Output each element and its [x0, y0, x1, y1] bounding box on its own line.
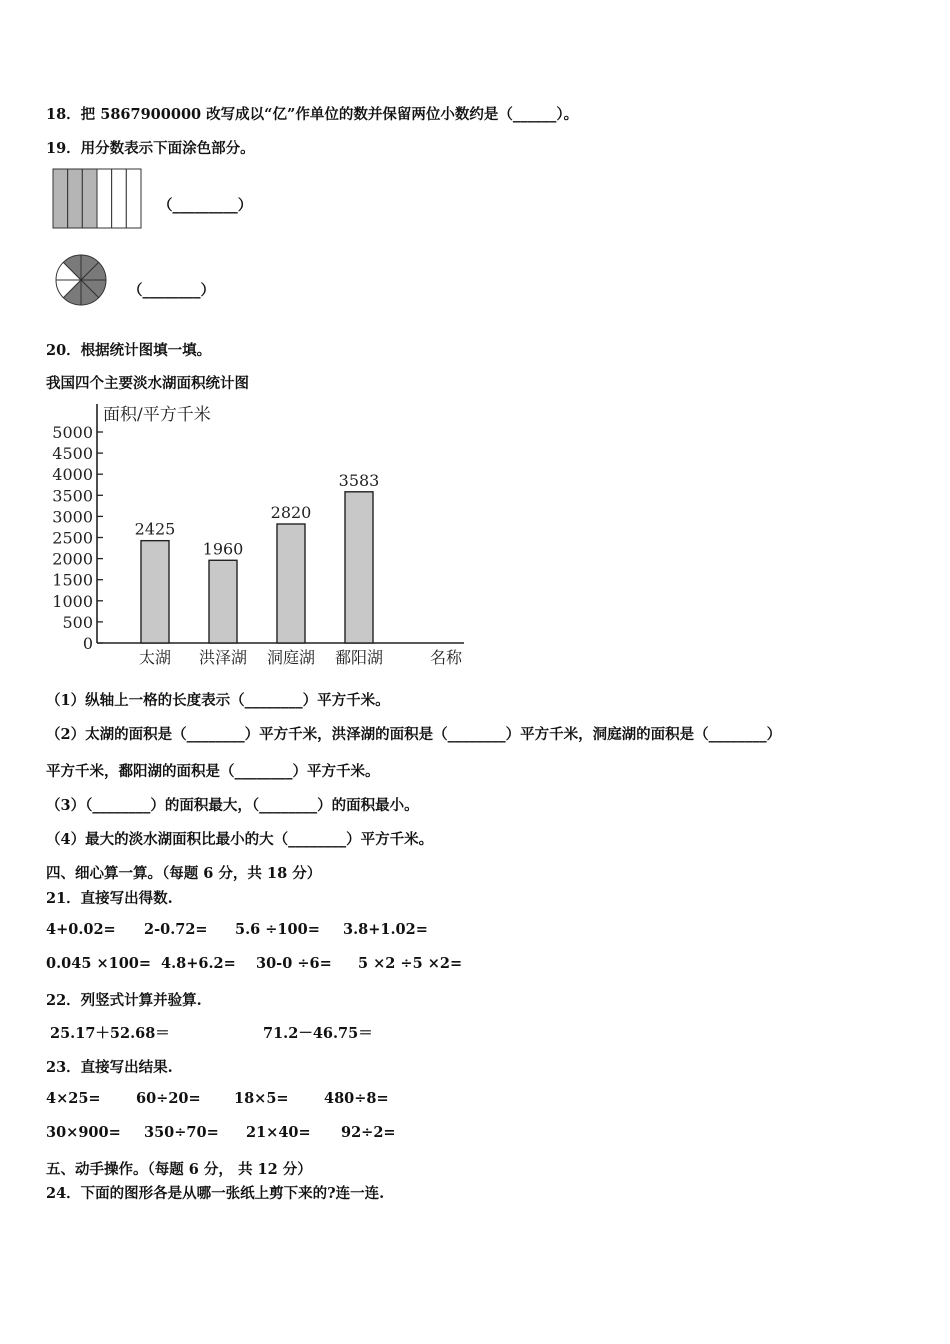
bar-value-label: 2425 [134, 519, 176, 539]
y-tick-label: 5000 [52, 423, 93, 442]
category-label: 洪泽湖 [198, 648, 248, 667]
bar [141, 541, 169, 643]
q21-item: 0.045 ×100= [46, 955, 152, 972]
y-tick-label: 3000 [52, 507, 93, 527]
y-tick-label: 2500 [52, 528, 93, 548]
question-21-stem: 21．直接写出得数. [46, 890, 173, 907]
y-tick-label: 3500 [52, 486, 93, 506]
q23-item: 18×5= [234, 1090, 289, 1107]
shaded-part [82, 169, 97, 228]
category-label: 鄱阳湖 [334, 648, 384, 667]
y-tick-label: 1500 [52, 570, 93, 590]
question-18: 18．把 5867900000 改写成以“亿”作单位的数并保留两位小数约是（______）。 [46, 106, 579, 123]
q22-item: 71.2－46.75＝ [263, 1025, 373, 1042]
bar [345, 492, 373, 643]
fraction-circle-figure [54, 253, 108, 307]
q21-item: 5.6 ÷100= [235, 921, 320, 938]
section-4-heading: 四、细心算一算。（每题 6 分，共 18 分） [46, 865, 322, 882]
q21-item: 2-0.72= [144, 921, 208, 938]
y-tick-label: 500 [62, 612, 93, 632]
y-axis-label: 面积/平方千米 [103, 405, 211, 425]
q21-item: 4.8+6.2= [161, 955, 236, 972]
q23-item: 350÷70= [144, 1124, 219, 1141]
q23-item: 480÷8= [324, 1090, 389, 1107]
category-label: 洞庭湖 [266, 648, 316, 667]
question-23-stem: 23．直接写出结果. [46, 1059, 173, 1076]
q21-item: 4+0.02= [46, 921, 116, 938]
q22-item: 25.17＋52.68＝ [50, 1025, 170, 1042]
y-tick-label: 4000 [52, 465, 93, 485]
y-tick-label: 2000 [52, 549, 93, 569]
shaded-part [68, 169, 83, 228]
q23-item: 60÷20= [136, 1090, 201, 1107]
q20-sub-2a: （2）太湖的面积是（________）平方千米，洪泽湖的面积是（________）平方千米，洞庭湖的面积是（________） [46, 726, 782, 743]
q20-sub-4: （4）最大的淡水湖面积比最小的大（________）平方千米。 [46, 831, 434, 848]
q20-sub-2b: 平方千米，鄱阳湖的面积是（________）平方千米。 [46, 763, 380, 780]
x-axis-label: 名称 [429, 648, 463, 667]
bar-value-label: 1960 [202, 539, 244, 559]
q21-item: 5 ×2 ÷5 ×2= [358, 955, 463, 972]
q23-item: 92÷2= [341, 1124, 396, 1141]
bar [209, 560, 237, 643]
q19-answer-blank-2[interactable]: （________） [128, 282, 215, 299]
shaded-part [53, 169, 68, 228]
chart-title: 我国四个主要淡水湖面积统计图 [46, 375, 249, 392]
bar-value-label: 3583 [338, 470, 380, 490]
q20-sub-1: （1）纵轴上一格的长度表示（________）平方千米。 [46, 692, 390, 709]
fraction-rectangle-figure [52, 168, 144, 230]
q23-item: 4×25= [46, 1090, 101, 1107]
q23-item: 21×40= [246, 1124, 311, 1141]
q20-sub-3: （3）（________）的面积最大，（________）的面积最小。 [46, 797, 419, 814]
q23-item: 30×900= [46, 1124, 121, 1141]
y-tick-label: 0 [82, 634, 93, 653]
y-tick-label: 4500 [52, 444, 93, 464]
question-24: 24．下面的图形各是从哪一张纸上剪下来的?连一连. [46, 1185, 385, 1202]
bar-value-label: 2820 [270, 502, 312, 522]
question-19-stem: 19．用分数表示下面涂色部分。 [46, 140, 255, 157]
lake-area-bar-chart [40, 396, 480, 680]
q21-item: 30-0 ÷6= [256, 955, 332, 972]
question-20-stem: 20．根据统计图填一填。 [46, 342, 212, 359]
y-tick-label: 1000 [52, 591, 93, 611]
section-5-heading: 五、动手操作。（每题 6 分， 共 12 分） [46, 1161, 312, 1178]
category-label: 太湖 [138, 648, 172, 667]
blank-part [126, 169, 141, 228]
question-22-stem: 22．列竖式计算并验算. [46, 992, 202, 1009]
bar [277, 524, 305, 643]
blank-part [97, 169, 112, 228]
q21-item: 3.8+1.02= [343, 921, 428, 938]
blank-part [112, 169, 127, 228]
q19-answer-blank-1[interactable]: （_________） [158, 197, 253, 214]
